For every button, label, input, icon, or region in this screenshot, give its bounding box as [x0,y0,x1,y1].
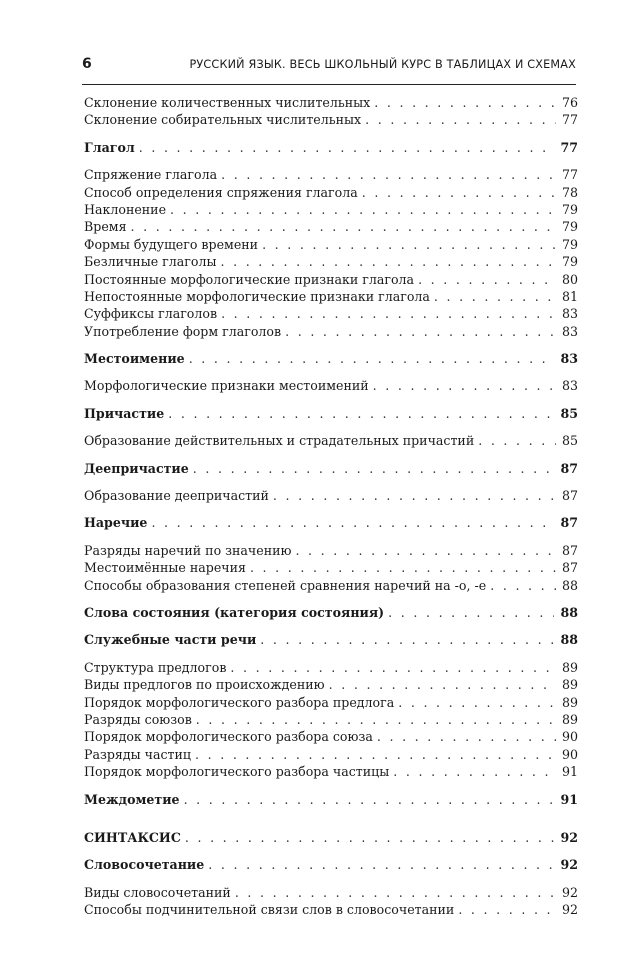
dot-leader [377,728,556,745]
toc-entry-page: 77 [560,139,578,155]
toc-entry-page: 83 [560,351,578,367]
dot-leader [170,201,556,218]
toc-entry-title: Служебные части речи [84,632,257,648]
toc-entry-page: 87 [561,542,578,558]
toc-entry-title: Употребление форм глаголов [84,323,282,339]
dot-leader [221,166,556,183]
toc-section-heading[interactable] [84,350,578,367]
toc-entry-title: Непостоянные морфологические признаки глагола [84,288,430,304]
toc-entry[interactable] [84,763,578,780]
toc-entry[interactable] [84,432,578,449]
dot-leader [196,711,556,728]
toc-entry[interactable] [84,542,578,559]
toc-entry-title: Образование действительных и страдательных причастий [84,433,475,449]
toc-entry-title: Безличные глаголы [84,254,217,270]
toc-entry[interactable] [84,728,578,745]
toc-entry-page: 83 [561,378,578,394]
toc-entry-title: Наклонение [84,201,167,217]
toc-entry[interactable] [84,559,578,576]
toc-entry-title: Способы образования степеней сравнения наречий на -о, -е [84,577,487,593]
toc-entry-title: Деепричастие [84,460,189,476]
dot-leader [260,631,554,648]
toc-entry[interactable] [84,166,578,183]
toc-entry[interactable] [84,288,578,305]
toc-entry-title: Время [84,219,127,235]
toc-entry-title: Суффиксы глаголов [84,306,218,322]
toc-entry-page: 85 [560,405,578,421]
toc-entry-page: 90 [561,729,578,745]
toc-entry-page: 92 [560,829,578,845]
toc-entry-page: 91 [560,791,578,807]
toc-entry-page: 87 [560,460,578,476]
toc-section-heading[interactable] [84,791,578,808]
dot-leader [362,184,556,201]
dot-leader [458,901,556,918]
toc-entry[interactable] [84,201,578,218]
toc-entry[interactable] [84,746,578,763]
toc-entry-page: 87 [560,515,578,531]
toc-entry-title: Причастие [84,405,165,421]
toc-section-heading[interactable] [84,405,578,422]
dot-leader [221,305,556,322]
toc-entry-title: Образование деепричастий [84,488,269,504]
toc-entry-title: Формы будущего времени [84,236,259,252]
dot-leader [273,487,556,504]
toc-entry[interactable] [84,111,578,128]
toc-entry-title: СИНТАКСИС [84,829,181,845]
toc-entry-page: 88 [561,577,578,593]
toc-entry-page: 92 [561,884,578,900]
toc-entry-title: Порядок морфологического разбора предлога [84,694,395,710]
toc-entry-page: 78 [561,184,578,200]
toc-entry[interactable] [84,94,578,111]
dot-leader [184,791,555,808]
toc-entry-page: 76 [561,95,578,110]
toc-entry-page: 88 [560,604,578,620]
dot-leader [398,694,556,711]
toc-entry-title: Словосочетание [84,857,205,873]
toc-entry[interactable] [84,487,578,504]
toc-entry[interactable] [84,694,578,711]
dot-leader [295,542,556,559]
dot-leader [208,856,554,873]
dot-leader [195,746,556,763]
toc-entry-page: 92 [561,902,578,918]
toc-entry[interactable] [84,253,578,270]
toc-section-heading[interactable] [84,460,578,477]
toc-entry-page: 79 [561,201,578,217]
toc-entry[interactable] [84,659,578,676]
dot-leader [373,377,556,394]
toc-entry-page: 83 [561,306,578,322]
toc-entry-page: 92 [560,857,578,873]
toc-entry-title: Склонение собирательных числительных [84,112,362,128]
toc-entry[interactable] [84,271,578,288]
toc-entry-page: 80 [561,271,578,287]
toc-entry-title: Местоимение [84,351,185,367]
header-divider [82,84,576,85]
dot-leader [393,763,556,780]
toc-entry[interactable] [84,305,578,322]
toc-entry-page: 91 [561,764,578,780]
toc-entry-page: 79 [561,254,578,270]
toc-entry[interactable] [84,901,578,918]
running-header [82,56,576,72]
toc-entry-title: Способы подчинительной связи слов в словосочетании [84,902,455,918]
toc-entry-page: 77 [561,112,578,128]
toc-entry[interactable] [84,236,578,253]
toc-section-heading[interactable] [84,514,578,531]
dot-leader [139,139,555,156]
toc-entry[interactable] [84,184,578,201]
dot-leader [230,659,556,676]
toc-entry-page: 85 [561,433,578,449]
toc-section-heading[interactable] [84,604,578,621]
toc-entry-title: Способ определения спряжения глагола [84,184,358,200]
toc-entry-page: 87 [561,488,578,504]
table-of-contents [84,94,578,918]
toc-entry-title: Глагол [84,139,135,155]
toc-entry-page: 90 [561,746,578,762]
dot-leader [418,271,556,288]
toc-entry[interactable] [84,377,578,394]
toc-section-heading[interactable] [84,631,578,648]
toc-entry-page: 81 [561,288,578,304]
book-title: РУССКИЙ ЯЗЫК. ВЕСЬ ШКОЛЬНЫЙ КУРС В ТАБЛИЦАХ И СХЕМАХ [189,58,576,71]
toc-entry[interactable] [84,676,578,693]
dot-leader [329,676,556,693]
dot-leader [478,432,556,449]
toc-entry-title: Спряжение глагола [84,167,218,183]
dot-leader [388,604,554,621]
dot-leader [250,559,556,576]
toc-entry-page: 89 [561,711,578,727]
toc-entry-page: 79 [561,219,578,235]
dot-leader [374,94,556,111]
toc-entry-title: Виды словосочетаний [84,884,231,900]
dot-leader [434,288,556,305]
dot-leader [151,514,554,531]
page-number: 6 [82,56,92,72]
toc-entry-page: 77 [561,167,578,183]
dot-leader [285,323,556,340]
toc-entry-title: Постоянные морфологические признаки глагола [84,271,415,287]
toc-entry-title: Междометие [84,791,180,807]
toc-entry-title: Наречие [84,515,148,531]
toc-entry-title: Разряды частиц [84,746,191,762]
dot-leader [168,405,554,422]
toc-entry[interactable] [84,711,578,728]
toc-entry-page: 89 [561,659,578,675]
toc-entry[interactable] [84,218,578,235]
toc-entry-page: 88 [560,632,578,648]
dot-leader [365,111,556,128]
dot-leader [235,884,556,901]
dot-leader [262,236,556,253]
toc-entry-title: Порядок морфологического разбора союза [84,729,373,745]
toc-entry-page: 87 [561,560,578,576]
toc-entry-title: Виды предлогов по происхождению [84,677,325,693]
dot-leader [193,460,555,477]
toc-section-heading[interactable] [84,856,578,873]
toc-entry-title: Разряды союзов [84,711,192,727]
toc-entry-title: Порядок морфологического разбора частицы [84,764,390,780]
dot-leader [131,218,556,235]
toc-entry[interactable] [84,884,578,901]
dot-leader [189,350,555,367]
dot-leader [220,253,555,270]
toc-section-heading[interactable] [84,829,578,846]
dot-leader [185,829,555,846]
toc-entry-title: Склонение количественных числительных [84,95,371,110]
toc-section-heading[interactable] [84,139,578,156]
toc-entry[interactable] [84,577,578,594]
dot-leader [490,577,556,594]
toc-entry-page: 89 [561,694,578,710]
toc-entry[interactable] [84,323,578,340]
toc-entry-page: 79 [561,236,578,252]
toc-entry-title: Структура предлогов [84,659,227,675]
toc-entry-title: Морфологические признаки местоимений [84,378,369,394]
toc-entry-title: Местоимённые наречия [84,560,246,576]
toc-entry-page: 83 [561,323,578,339]
toc-entry-page: 89 [561,677,578,693]
toc-entry-title: Слова состояния (категория состояния) [84,604,385,620]
toc-entry-title: Разряды наречий по значению [84,542,292,558]
